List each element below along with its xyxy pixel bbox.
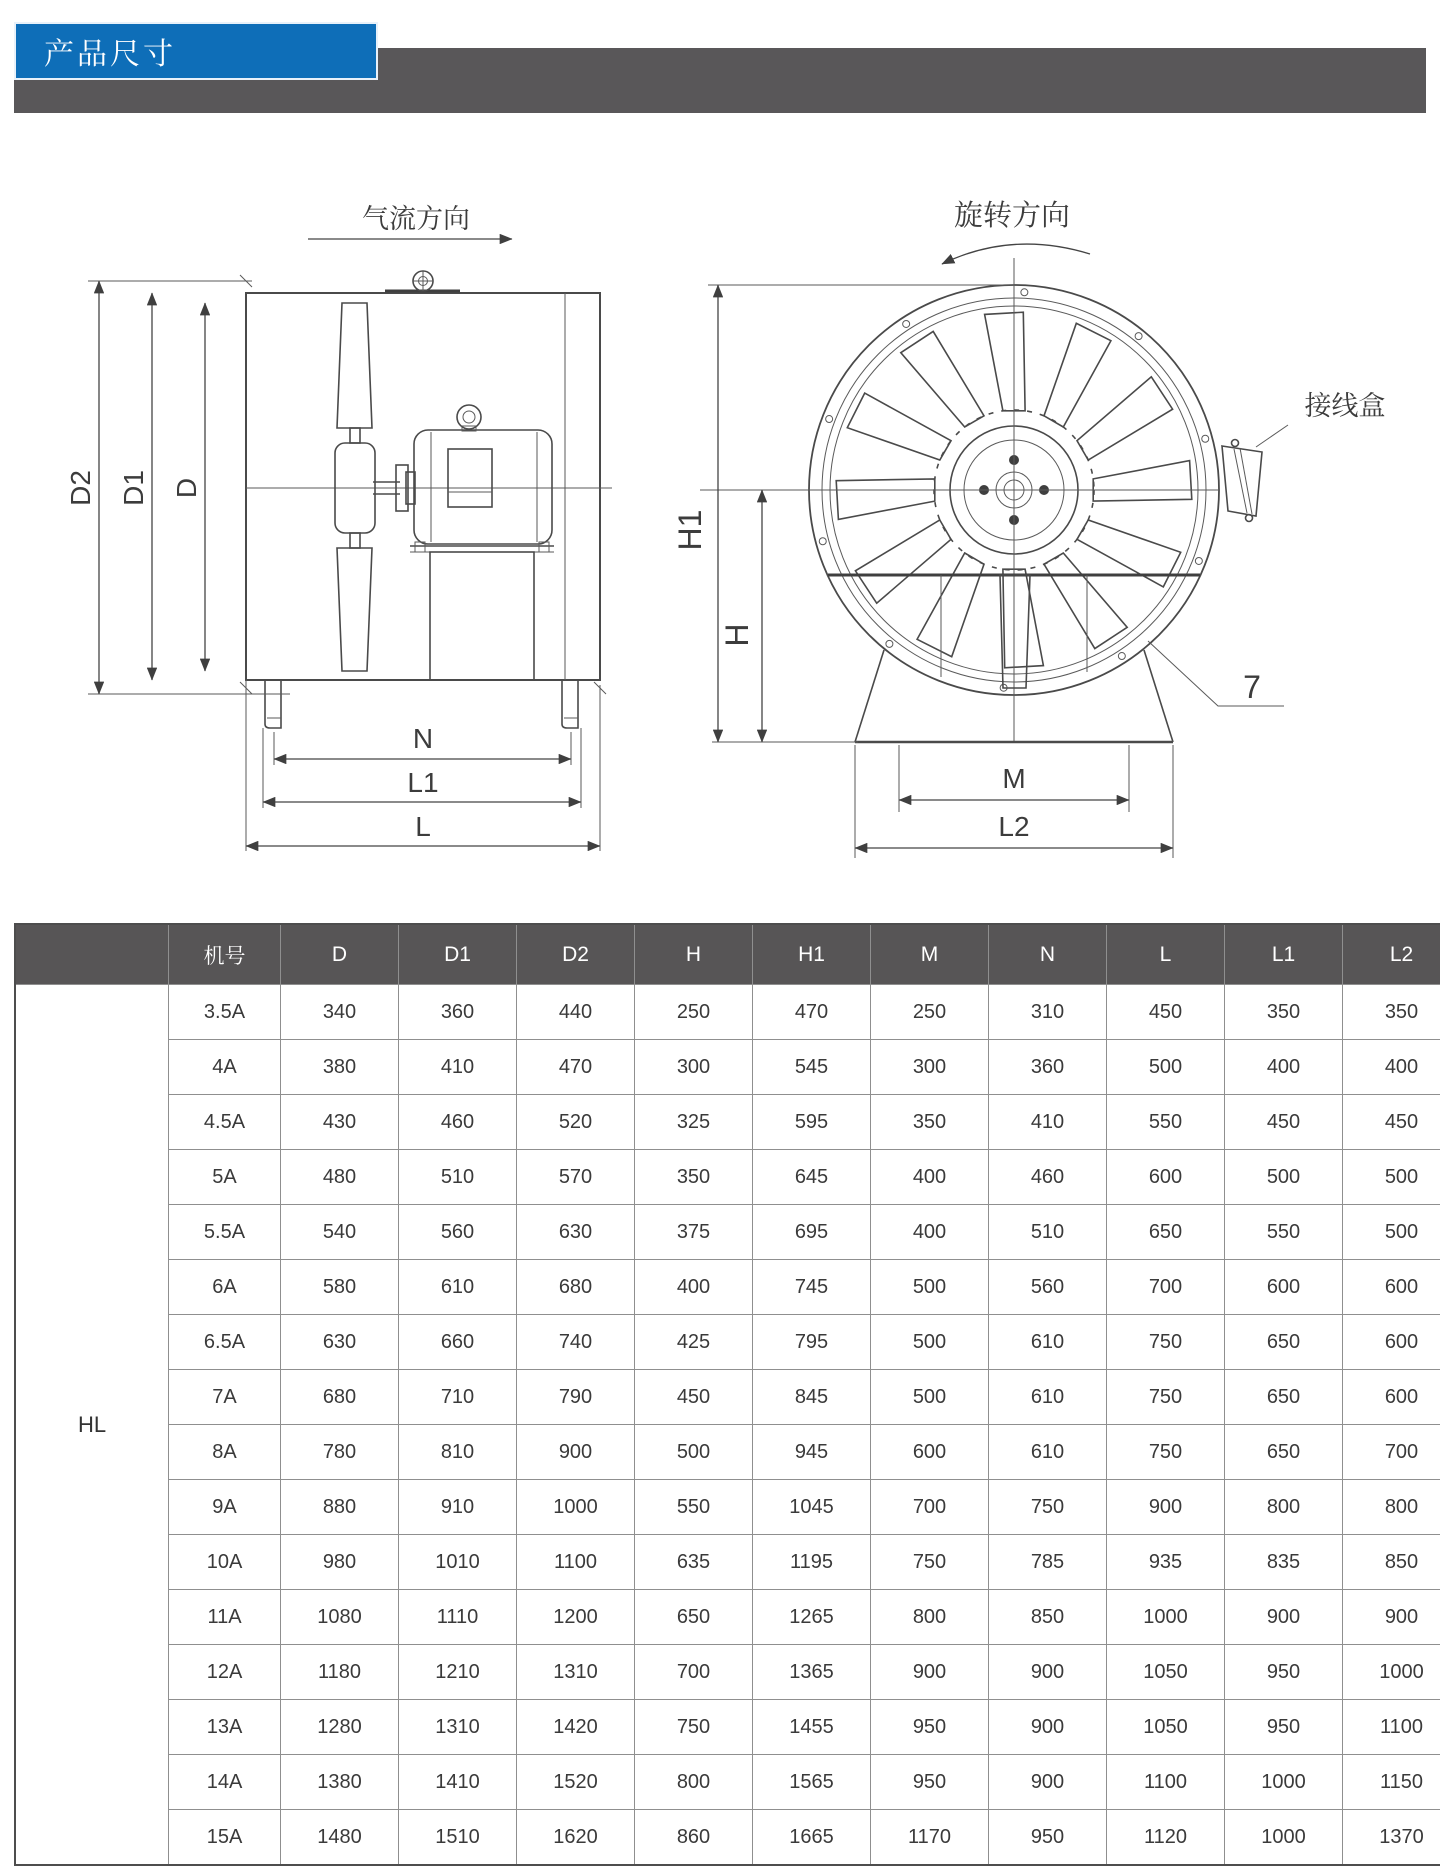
table-cell: 600	[1343, 1370, 1440, 1425]
table-cell: 340	[281, 985, 399, 1040]
table-cell: 545	[753, 1040, 871, 1095]
table-cell: 1010	[399, 1535, 517, 1590]
table-cell: 1100	[1343, 1700, 1440, 1755]
table-row	[15, 1095, 1440, 1150]
table-cell: 910	[399, 1480, 517, 1535]
table-row	[15, 1040, 1440, 1095]
table-row	[15, 1810, 1440, 1866]
table-cell: 635	[635, 1535, 753, 1590]
table-row	[15, 1315, 1440, 1370]
table-cell: 800	[1225, 1480, 1343, 1535]
table-cell: 700	[1107, 1260, 1225, 1315]
table-cell: 1380	[281, 1755, 399, 1810]
table-cell: 680	[517, 1260, 635, 1315]
table-cell: 360	[399, 985, 517, 1040]
table-cell: 300	[635, 1040, 753, 1095]
table-cell: 510	[989, 1205, 1107, 1260]
table-cell: 1565	[753, 1755, 871, 1810]
table-cell: 550	[1225, 1205, 1343, 1260]
table-cell: 1620	[517, 1810, 635, 1866]
table-cell: 1210	[399, 1645, 517, 1700]
table-cell: 11A	[169, 1590, 281, 1645]
table-cell: 1180	[281, 1645, 399, 1700]
table-cell: 470	[753, 985, 871, 1040]
table-cell: 15A	[169, 1810, 281, 1866]
table-cell: 935	[1107, 1535, 1225, 1590]
table-cell: 800	[635, 1755, 753, 1810]
table-row	[15, 1755, 1440, 1810]
table-cell: 595	[753, 1095, 871, 1150]
table-row	[15, 1370, 1440, 1425]
table-cell: 1370	[1343, 1810, 1440, 1866]
table-cell: 520	[517, 1095, 635, 1150]
table-row	[15, 1535, 1440, 1590]
table-cell: 10A	[169, 1535, 281, 1590]
table-cell: 650	[1225, 1370, 1343, 1425]
table-cell: 1000	[1343, 1645, 1440, 1700]
table-cell: 500	[635, 1425, 753, 1480]
table-cell: 450	[635, 1370, 753, 1425]
table-cell: 1310	[399, 1700, 517, 1755]
table-cell: 1000	[1107, 1590, 1225, 1645]
side-view-figure	[65, 204, 612, 851]
table-header-cell: D2	[517, 924, 635, 985]
table-cell: 3.5A	[169, 985, 281, 1040]
table-cell: 325	[635, 1095, 753, 1150]
table-cell: 900	[517, 1425, 635, 1480]
table-cell: 460	[399, 1095, 517, 1150]
table-cell: 950	[871, 1755, 989, 1810]
table-cell: 650	[635, 1590, 753, 1645]
table-cell: 400	[1343, 1040, 1440, 1095]
table-cell: 900	[1225, 1590, 1343, 1645]
table-cell: 1050	[1107, 1645, 1225, 1700]
table-cell: 250	[635, 985, 753, 1040]
table-cell: 350	[1225, 985, 1343, 1040]
table-cell: 660	[399, 1315, 517, 1370]
table-header-cell: H	[635, 924, 753, 985]
table-cell: 800	[871, 1590, 989, 1645]
table-cell: 600	[1107, 1150, 1225, 1205]
table-cell: 850	[1343, 1535, 1440, 1590]
rotation-direction-label: 旋转方向	[954, 199, 1070, 232]
table-cell: 380	[281, 1040, 399, 1095]
dim-label-d1: D1	[118, 470, 149, 506]
table-cell: 810	[399, 1425, 517, 1480]
dim-label-n: N	[413, 723, 433, 754]
table-cell: 1480	[281, 1810, 399, 1866]
table-cell: 560	[989, 1260, 1107, 1315]
table-cell: 13A	[169, 1700, 281, 1755]
table-cell: 425	[635, 1315, 753, 1370]
table-cell: 850	[989, 1590, 1107, 1645]
table-cell: 630	[517, 1205, 635, 1260]
table-cell: 1420	[517, 1700, 635, 1755]
table-cell: 550	[635, 1480, 753, 1535]
dim-label-h: H	[719, 623, 755, 646]
table-cell: 1195	[753, 1535, 871, 1590]
table-cell: 610	[399, 1260, 517, 1315]
table-cell: 750	[989, 1480, 1107, 1535]
table-cell: 350	[635, 1150, 753, 1205]
table-cell: 600	[1225, 1260, 1343, 1315]
table-cell: 450	[1225, 1095, 1343, 1150]
table-header-cell: 机号	[169, 924, 281, 985]
table-cell: 650	[1225, 1315, 1343, 1370]
table-cell: 500	[871, 1260, 989, 1315]
table-cell: 785	[989, 1535, 1107, 1590]
table-cell: 800	[1343, 1480, 1440, 1535]
airflow-direction-label: 气流方向	[362, 204, 470, 234]
table-cell: 1665	[753, 1810, 871, 1866]
table-cell: 570	[517, 1150, 635, 1205]
table-cell: 950	[871, 1700, 989, 1755]
table-header-row	[15, 924, 1440, 985]
table-cell: 400	[635, 1260, 753, 1315]
table-cell: 460	[989, 1150, 1107, 1205]
table-cell: 400	[1225, 1040, 1343, 1095]
table-cell: 500	[871, 1370, 989, 1425]
table-cell: 5A	[169, 1150, 281, 1205]
table-cell: 600	[1343, 1260, 1440, 1315]
table-cell: 12A	[169, 1645, 281, 1700]
table-cell: 500	[871, 1315, 989, 1370]
table-cell: 900	[989, 1645, 1107, 1700]
table-header-cell: D1	[399, 924, 517, 985]
table-cell: 835	[1225, 1535, 1343, 1590]
table-cell: 1150	[1343, 1755, 1440, 1810]
table-cell: 350	[871, 1095, 989, 1150]
table-cell: 450	[1107, 985, 1225, 1040]
table-cell: 500	[1343, 1150, 1440, 1205]
table-cell: 710	[399, 1370, 517, 1425]
table-cell: 8A	[169, 1425, 281, 1480]
page-title: 产品尺寸	[44, 29, 176, 73]
table-cell: 645	[753, 1150, 871, 1205]
table-cell: 610	[989, 1425, 1107, 1480]
dim-label-d: D	[171, 478, 202, 498]
table-cell: 6A	[169, 1260, 281, 1315]
table-row	[15, 1645, 1440, 1700]
table-header-cell: L2	[1343, 924, 1440, 985]
table-cell: 750	[1107, 1315, 1225, 1370]
dimension-table	[14, 923, 1440, 1866]
table-cell: 1280	[281, 1700, 399, 1755]
table-cell: 375	[635, 1205, 753, 1260]
table-cell: 1100	[1107, 1755, 1225, 1810]
part-number-label: 7	[1243, 669, 1261, 705]
table-cell: 650	[1107, 1205, 1225, 1260]
table-cell: 1200	[517, 1590, 635, 1645]
table-cell: 360	[989, 1040, 1107, 1095]
table-cell: 5.5A	[169, 1205, 281, 1260]
table-cell: 510	[399, 1150, 517, 1205]
table-cell: 580	[281, 1260, 399, 1315]
dim-label-m: M	[1002, 763, 1025, 794]
table-row	[15, 1590, 1440, 1645]
table-cell: 6.5A	[169, 1315, 281, 1370]
dim-label-h1: H1	[672, 510, 708, 551]
table-cell: 550	[1107, 1095, 1225, 1150]
table-cell: 700	[635, 1645, 753, 1700]
table-cell: 500	[1107, 1040, 1225, 1095]
table-row	[15, 1260, 1440, 1315]
table-cell: 560	[399, 1205, 517, 1260]
table-cell: 950	[989, 1810, 1107, 1866]
table-header-cell: D	[281, 924, 399, 985]
table-cell: 1110	[399, 1590, 517, 1645]
table-header-cell: L	[1107, 924, 1225, 985]
table-cell: 1455	[753, 1700, 871, 1755]
table-cell: 900	[989, 1755, 1107, 1810]
table-cell: 300	[871, 1040, 989, 1095]
table-cell: 600	[871, 1425, 989, 1480]
table-cell: 700	[1343, 1425, 1440, 1480]
table-cell: 650	[1225, 1425, 1343, 1480]
table-cell: 795	[753, 1315, 871, 1370]
table-cell: 1510	[399, 1810, 517, 1866]
table-cell: 980	[281, 1535, 399, 1590]
table-cell: 1000	[1225, 1755, 1343, 1810]
table-cell: 900	[989, 1700, 1107, 1755]
table-cell: 950	[1225, 1700, 1343, 1755]
table-header-cell: H1	[753, 924, 871, 985]
table-cell: 740	[517, 1315, 635, 1370]
table-cell: 9A	[169, 1480, 281, 1535]
table-cell: 680	[281, 1370, 399, 1425]
table-row	[15, 1480, 1440, 1535]
table-cell: 1170	[871, 1810, 989, 1866]
junction-box	[1222, 440, 1262, 522]
table-cell: 900	[871, 1645, 989, 1700]
table-cell: 440	[517, 985, 635, 1040]
table-cell: 750	[1107, 1425, 1225, 1480]
table-cell: 610	[989, 1315, 1107, 1370]
table-cell: 500	[1343, 1205, 1440, 1260]
table-cell: 750	[635, 1700, 753, 1755]
table-header-cell: M	[871, 924, 989, 985]
table-cell: 430	[281, 1095, 399, 1150]
table-cell: 1000	[517, 1480, 635, 1535]
table-cell: 1100	[517, 1535, 635, 1590]
table-cell: 480	[281, 1150, 399, 1205]
dim-label-d2: D2	[65, 470, 96, 506]
table-row	[15, 1150, 1440, 1205]
table-cell: 400	[871, 1150, 989, 1205]
table-row	[15, 1700, 1440, 1755]
table-cell: 1050	[1107, 1700, 1225, 1755]
table-row	[15, 1425, 1440, 1480]
table-header-cell: L1	[1225, 924, 1343, 985]
dim-label-l2: L2	[998, 811, 1029, 842]
table-cell: 1120	[1107, 1810, 1225, 1866]
table-cell: 14A	[169, 1755, 281, 1810]
table-cell: 745	[753, 1260, 871, 1315]
table-cell: 900	[1107, 1480, 1225, 1535]
table-cell: 790	[517, 1370, 635, 1425]
table-cell: 630	[281, 1315, 399, 1370]
table-cell: 250	[871, 985, 989, 1040]
table-row	[15, 985, 1440, 1040]
table-group-cell: HL	[15, 985, 169, 1866]
table-cell: 4A	[169, 1040, 281, 1095]
table-cell: 600	[1343, 1315, 1440, 1370]
table-cell: 945	[753, 1425, 871, 1480]
table-cell: 540	[281, 1205, 399, 1260]
table-cell: 1265	[753, 1590, 871, 1645]
table-cell: 410	[989, 1095, 1107, 1150]
technical-drawings	[0, 0, 1440, 900]
table-cell: 610	[989, 1370, 1107, 1425]
table-header-group	[15, 924, 169, 985]
table-cell: 1310	[517, 1645, 635, 1700]
table-cell: 450	[1343, 1095, 1440, 1150]
table-cell: 750	[1107, 1370, 1225, 1425]
table-cell: 1365	[753, 1645, 871, 1700]
table-cell: 310	[989, 985, 1107, 1040]
table-cell: 1410	[399, 1755, 517, 1810]
table-cell: 400	[871, 1205, 989, 1260]
dim-label-l: L	[415, 811, 431, 842]
table-row	[15, 1205, 1440, 1260]
table-cell: 470	[517, 1040, 635, 1095]
front-view-figure	[672, 199, 1386, 858]
table-cell: 1000	[1225, 1810, 1343, 1866]
dim-label-l1: L1	[407, 767, 438, 798]
table-cell: 410	[399, 1040, 517, 1095]
table-cell: 880	[281, 1480, 399, 1535]
table-cell: 860	[635, 1810, 753, 1866]
table-cell: 500	[1225, 1150, 1343, 1205]
table-cell: 4.5A	[169, 1095, 281, 1150]
table-header-cell: N	[989, 924, 1107, 985]
table-cell: 1045	[753, 1480, 871, 1535]
table-cell: 350	[1343, 985, 1440, 1040]
table-cell: 7A	[169, 1370, 281, 1425]
table-cell: 950	[1225, 1645, 1343, 1700]
table-cell: 780	[281, 1425, 399, 1480]
table-cell: 1520	[517, 1755, 635, 1810]
table-cell: 900	[1343, 1590, 1440, 1645]
table-cell: 1080	[281, 1590, 399, 1645]
table-cell: 845	[753, 1370, 871, 1425]
table-cell: 750	[871, 1535, 989, 1590]
junction-box-label: 接线盒	[1305, 391, 1386, 421]
table-cell: 695	[753, 1205, 871, 1260]
table-cell: 700	[871, 1480, 989, 1535]
